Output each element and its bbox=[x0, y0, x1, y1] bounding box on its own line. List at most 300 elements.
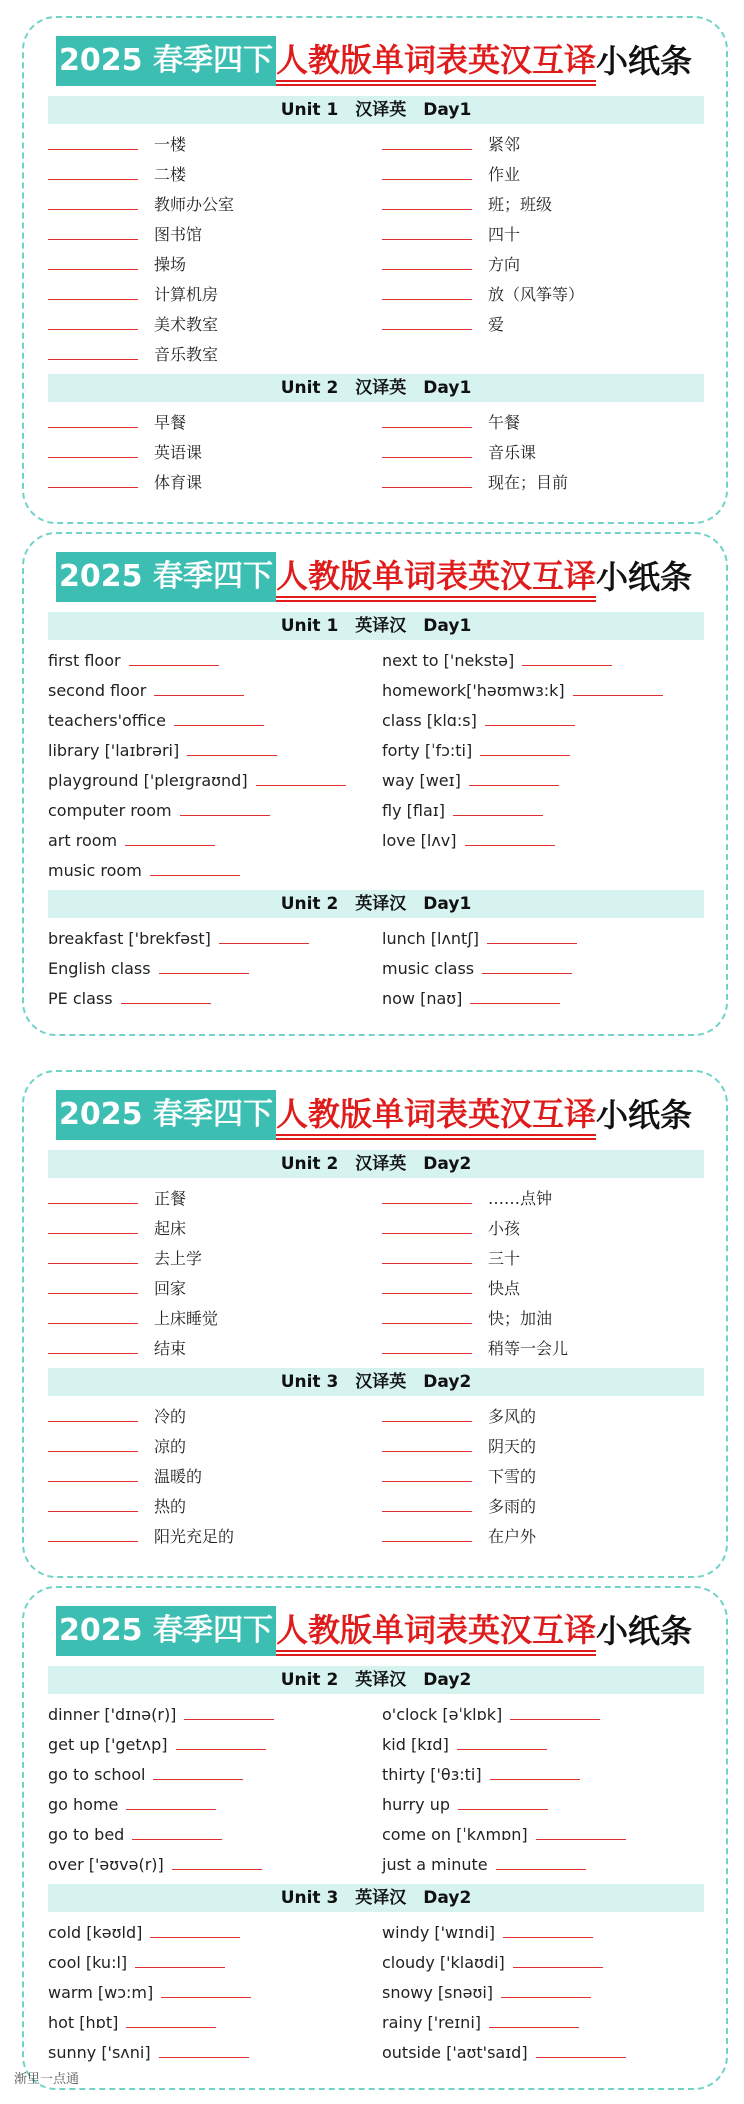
vocab-item bbox=[382, 1274, 712, 1304]
vocab-item bbox=[48, 1304, 378, 1334]
vocab-row bbox=[48, 766, 704, 796]
vocab-item bbox=[48, 924, 378, 954]
vocab-item bbox=[382, 2038, 712, 2068]
vocab-item bbox=[48, 250, 378, 280]
answer-blank[interactable] bbox=[184, 1701, 274, 1720]
vocab-row bbox=[48, 340, 704, 370]
answer-blank[interactable] bbox=[382, 1275, 472, 1294]
answer-blank[interactable] bbox=[161, 1979, 251, 1998]
vocab-word: 操场 bbox=[154, 255, 187, 274]
answer-blank[interactable] bbox=[536, 2039, 626, 2058]
vocab-word: 早餐 bbox=[154, 413, 187, 432]
vocab-row bbox=[48, 1918, 704, 1948]
card-title bbox=[56, 1090, 692, 1140]
vocab-item bbox=[382, 220, 712, 250]
answer-blank[interactable] bbox=[48, 1215, 138, 1234]
answer-blank[interactable] bbox=[382, 469, 472, 488]
answer-blank[interactable] bbox=[48, 1185, 138, 1204]
answer-blank[interactable] bbox=[382, 1215, 472, 1234]
vocab-row bbox=[48, 1274, 704, 1304]
vocab-item bbox=[48, 1918, 378, 1948]
title-part3: 小纸条 bbox=[595, 42, 692, 80]
vocab-word: 放（风筝等） bbox=[488, 285, 585, 304]
vocab-word: class [klɑ:s] bbox=[382, 711, 477, 730]
vocab-item bbox=[48, 1700, 378, 1730]
vocab-row bbox=[48, 646, 704, 676]
vocab-card bbox=[22, 16, 728, 524]
vocab-row bbox=[48, 130, 704, 160]
vocab-row bbox=[48, 1760, 704, 1790]
vocab-item bbox=[48, 1850, 378, 1880]
vocab-row bbox=[48, 856, 704, 886]
title-part2: 人教版单词表英汉互译 bbox=[276, 1610, 596, 1656]
answer-blank[interactable] bbox=[174, 707, 264, 726]
vocab-word: sunny ['sʌni] bbox=[48, 2043, 151, 2062]
vocab-row bbox=[48, 736, 704, 766]
answer-blank[interactable] bbox=[126, 2009, 216, 2028]
card-title bbox=[56, 1606, 692, 1656]
vocab-item bbox=[48, 1820, 378, 1850]
answer-blank[interactable] bbox=[382, 161, 472, 180]
answer-blank[interactable] bbox=[496, 1851, 586, 1870]
vocab-word: 快；加油 bbox=[488, 1309, 553, 1328]
answer-blank[interactable] bbox=[503, 1919, 593, 1938]
vocab-item bbox=[382, 1492, 712, 1522]
vocab-row bbox=[48, 1462, 704, 1492]
answer-blank[interactable] bbox=[48, 1433, 138, 1452]
vocab-row bbox=[48, 1700, 704, 1730]
answer-blank[interactable] bbox=[159, 955, 249, 974]
answer-blank[interactable] bbox=[453, 797, 543, 816]
answer-blank[interactable] bbox=[48, 1335, 138, 1354]
vocab-item bbox=[48, 2038, 378, 2068]
vocab-row bbox=[48, 438, 704, 468]
vocab-item bbox=[48, 1402, 378, 1432]
vocab-item bbox=[48, 676, 378, 706]
vocab-word: 方向 bbox=[488, 255, 521, 274]
vocab-word: 美术教室 bbox=[154, 315, 219, 334]
answer-blank[interactable] bbox=[382, 1305, 472, 1324]
vocab-row bbox=[48, 1402, 704, 1432]
vocab-item bbox=[382, 1948, 712, 1978]
vocab-item bbox=[48, 1274, 378, 1304]
vocab-row bbox=[48, 1432, 704, 1462]
vocab-word: 温暖的 bbox=[154, 1467, 203, 1486]
vocab-item bbox=[382, 280, 712, 310]
vocab-row bbox=[48, 220, 704, 250]
vocab-word: 作业 bbox=[488, 165, 521, 184]
answer-blank[interactable] bbox=[382, 311, 472, 330]
vocab-word: hot [hɒt] bbox=[48, 2013, 119, 2032]
vocab-row bbox=[48, 924, 704, 954]
vocab-item bbox=[382, 2008, 712, 2038]
vocab-word: cold [kəʊld] bbox=[48, 1923, 143, 1942]
section-header: Unit 1 汉译英 Day1 bbox=[48, 96, 704, 124]
vocab-row bbox=[48, 190, 704, 220]
vocab-item bbox=[382, 1850, 712, 1880]
vocab-word: cool [ku:l] bbox=[48, 1953, 128, 1972]
vocab-item bbox=[48, 796, 378, 826]
answer-blank[interactable] bbox=[159, 2039, 249, 2058]
vocab-item bbox=[48, 1790, 378, 1820]
answer-blank[interactable] bbox=[489, 2009, 579, 2028]
vocab-item bbox=[48, 1244, 378, 1274]
vocab-word: 午餐 bbox=[488, 413, 521, 432]
vocab-word: lunch [lʌntʃ] bbox=[382, 929, 479, 948]
vocab-word: first floor bbox=[48, 651, 121, 670]
vocab-word: fly [flaɪ] bbox=[382, 801, 445, 820]
vocab-word: way [weɪ] bbox=[382, 771, 461, 790]
vocab-word: 紧邻 bbox=[488, 135, 521, 154]
section-header: Unit 2 英译汉 Day2 bbox=[48, 1666, 704, 1694]
vocab-item bbox=[382, 1432, 712, 1462]
vocab-item bbox=[382, 924, 712, 954]
vocab-item bbox=[382, 1918, 712, 1948]
vocab-row bbox=[48, 1820, 704, 1850]
vocab-item bbox=[48, 1492, 378, 1522]
answer-blank[interactable] bbox=[536, 1821, 626, 1840]
vocab-item bbox=[48, 646, 378, 676]
answer-blank[interactable] bbox=[382, 1523, 472, 1542]
vocab-row bbox=[48, 2038, 704, 2068]
vocab-word: 英语课 bbox=[154, 443, 203, 462]
vocab-word: over ['əʊvə(r)] bbox=[48, 1855, 164, 1874]
answer-blank[interactable] bbox=[150, 1919, 240, 1938]
vocab-item bbox=[48, 2008, 378, 2038]
vocab-item bbox=[382, 408, 712, 438]
vocab-word: 多风的 bbox=[488, 1407, 537, 1426]
vocab-word: computer room bbox=[48, 801, 172, 820]
title-part2: 人教版单词表英汉互译 bbox=[276, 40, 596, 86]
answer-blank[interactable] bbox=[48, 1493, 138, 1512]
title-part1: 2025 春季四下 bbox=[56, 552, 276, 602]
vocab-word: o'clock [əˈklɒk] bbox=[382, 1705, 503, 1724]
vocab-row bbox=[48, 1214, 704, 1244]
vocab-word: cloudy ['klaʊdi] bbox=[382, 1953, 505, 1972]
vocab-word: breakfast ['brekfəst] bbox=[48, 929, 211, 948]
vocab-word: 教师办公室 bbox=[154, 195, 235, 214]
vocab-item bbox=[382, 160, 712, 190]
answer-blank[interactable] bbox=[153, 1761, 243, 1780]
vocab-item bbox=[382, 1402, 712, 1432]
vocab-word: now [naʊ] bbox=[382, 989, 463, 1008]
vocab-row bbox=[48, 310, 704, 340]
answer-blank[interactable] bbox=[501, 1979, 591, 1998]
answer-blank[interactable] bbox=[150, 857, 240, 876]
vocab-word: 一楼 bbox=[154, 135, 187, 154]
answer-blank[interactable] bbox=[180, 797, 270, 816]
vocab-row bbox=[48, 1850, 704, 1880]
vocab-word: library ['laɪbrəri] bbox=[48, 741, 180, 760]
answer-blank[interactable] bbox=[382, 1403, 472, 1422]
vocab-item bbox=[48, 280, 378, 310]
vocab-word: ……点钟 bbox=[488, 1189, 553, 1208]
vocab-row bbox=[48, 1184, 704, 1214]
vocab-item bbox=[48, 706, 378, 736]
vocab-item bbox=[48, 1334, 378, 1364]
answer-blank[interactable] bbox=[187, 737, 277, 756]
section-header: Unit 2 汉译英 Day1 bbox=[48, 374, 704, 402]
vocab-card bbox=[22, 1586, 728, 2090]
vocab-item bbox=[382, 796, 712, 826]
answer-blank[interactable] bbox=[172, 1851, 262, 1870]
vocab-row bbox=[48, 1492, 704, 1522]
vocab-item bbox=[48, 1184, 378, 1214]
answer-blank[interactable] bbox=[135, 1949, 225, 1968]
vocab-item bbox=[382, 1304, 712, 1334]
answer-blank[interactable] bbox=[48, 409, 138, 428]
vocab-word: kid [kɪd] bbox=[382, 1735, 449, 1754]
answer-blank[interactable] bbox=[465, 827, 555, 846]
vocab-item bbox=[48, 1522, 378, 1552]
vocab-item bbox=[48, 1432, 378, 1462]
answer-blank[interactable] bbox=[470, 985, 560, 1004]
vocab-word: 冷的 bbox=[154, 1407, 187, 1426]
answer-blank[interactable] bbox=[48, 1403, 138, 1422]
card-title bbox=[56, 36, 692, 86]
vocab-row bbox=[48, 1244, 704, 1274]
vocab-row bbox=[48, 984, 704, 1014]
vocab-item bbox=[48, 1214, 378, 1244]
vocab-item bbox=[382, 766, 712, 796]
vocab-item bbox=[382, 250, 712, 280]
vocab-word: 三十 bbox=[488, 1249, 521, 1268]
vocab-word: 图书馆 bbox=[154, 225, 203, 244]
vocab-word: art room bbox=[48, 831, 118, 850]
answer-blank[interactable] bbox=[382, 191, 472, 210]
vocab-item bbox=[48, 1978, 378, 2008]
answer-blank[interactable] bbox=[458, 1791, 548, 1810]
card-title bbox=[56, 552, 692, 602]
answer-blank[interactable] bbox=[48, 1275, 138, 1294]
vocab-row bbox=[48, 408, 704, 438]
vocab-word: second floor bbox=[48, 681, 147, 700]
vocab-item bbox=[382, 1978, 712, 2008]
vocab-word: rainy ['reɪni] bbox=[382, 2013, 482, 2032]
vocab-item bbox=[382, 954, 712, 984]
vocab-word: 计算机房 bbox=[154, 285, 219, 304]
title-part1: 2025 春季四下 bbox=[56, 36, 276, 86]
vocab-item bbox=[48, 856, 378, 886]
vocab-word: 阴天的 bbox=[488, 1437, 537, 1456]
vocab-word: 多雨的 bbox=[488, 1497, 537, 1516]
answer-blank[interactable] bbox=[48, 469, 138, 488]
vocab-word: 在户外 bbox=[488, 1527, 537, 1546]
vocab-item bbox=[48, 310, 378, 340]
vocab-word: go to school bbox=[48, 1765, 146, 1784]
vocab-item bbox=[48, 160, 378, 190]
answer-blank[interactable] bbox=[573, 677, 663, 696]
vocab-row bbox=[48, 1790, 704, 1820]
answer-blank[interactable] bbox=[457, 1731, 547, 1750]
vocab-item bbox=[382, 468, 712, 498]
vocab-word: dinner ['dɪnə(r)] bbox=[48, 1705, 177, 1724]
answer-blank[interactable] bbox=[482, 955, 572, 974]
vocab-word: English class bbox=[48, 959, 151, 978]
vocab-item bbox=[382, 676, 712, 706]
vocab-item bbox=[48, 190, 378, 220]
section-header: Unit 1 英译汉 Day1 bbox=[48, 612, 704, 640]
answer-blank[interactable] bbox=[48, 1305, 138, 1324]
answer-blank[interactable] bbox=[48, 251, 138, 270]
answer-blank[interactable] bbox=[126, 1791, 216, 1810]
vocab-word: homework['həʊmwɜ:k] bbox=[382, 681, 565, 700]
vocab-item bbox=[48, 826, 378, 856]
vocab-item bbox=[382, 984, 712, 1014]
answer-blank[interactable] bbox=[480, 737, 570, 756]
vocab-item bbox=[382, 826, 712, 856]
vocab-word: 起床 bbox=[154, 1219, 187, 1238]
vocab-word: 稍等一会儿 bbox=[488, 1339, 569, 1358]
answer-blank[interactable] bbox=[121, 985, 211, 1004]
answer-blank[interactable] bbox=[48, 281, 138, 300]
vocab-word: love [lʌv] bbox=[382, 831, 457, 850]
vocab-item bbox=[382, 1462, 712, 1492]
vocab-word: next to ['nekstə] bbox=[382, 651, 515, 670]
vocab-item bbox=[48, 984, 378, 1014]
title-part2: 人教版单词表英汉互译 bbox=[276, 556, 596, 602]
vocab-row bbox=[48, 826, 704, 856]
answer-blank[interactable] bbox=[48, 1245, 138, 1264]
vocab-row bbox=[48, 796, 704, 826]
answer-blank[interactable] bbox=[490, 1761, 580, 1780]
section-header: Unit 2 英译汉 Day1 bbox=[48, 890, 704, 918]
answer-blank[interactable] bbox=[522, 647, 612, 666]
section-header: Unit 2 汉译英 Day2 bbox=[48, 1150, 704, 1178]
vocab-item bbox=[382, 1790, 712, 1820]
answer-blank[interactable] bbox=[382, 221, 472, 240]
answer-blank[interactable] bbox=[382, 1185, 472, 1204]
vocab-word: outside ['aʊt'saɪd] bbox=[382, 2043, 528, 2062]
section-header: Unit 3 英译汉 Day2 bbox=[48, 1884, 704, 1912]
answer-blank[interactable] bbox=[382, 1335, 472, 1354]
vocab-word: 四十 bbox=[488, 225, 521, 244]
vocab-word: snowy [snəʊi] bbox=[382, 1983, 494, 2002]
answer-blank[interactable] bbox=[48, 221, 138, 240]
vocab-word: music room bbox=[48, 861, 142, 880]
answer-blank[interactable] bbox=[176, 1731, 266, 1750]
vocab-item bbox=[48, 1462, 378, 1492]
vocab-item bbox=[382, 736, 712, 766]
vocab-word: 热的 bbox=[154, 1497, 187, 1516]
watermark: 渐里一点通 bbox=[14, 2072, 80, 2087]
vocab-word: 快点 bbox=[488, 1279, 521, 1298]
answer-blank[interactable] bbox=[382, 281, 472, 300]
vocab-word: forty [ˈfɔ:ti] bbox=[382, 741, 473, 760]
vocab-row bbox=[48, 280, 704, 310]
vocab-word: 音乐课 bbox=[488, 443, 537, 462]
vocab-word: get up ['getʌp] bbox=[48, 1735, 168, 1754]
vocab-row bbox=[48, 954, 704, 984]
answer-blank[interactable] bbox=[48, 439, 138, 458]
vocab-word: 体育课 bbox=[154, 473, 203, 492]
vocab-item bbox=[382, 130, 712, 160]
answer-blank[interactable] bbox=[256, 767, 346, 786]
vocab-word: 去上学 bbox=[154, 1249, 203, 1268]
vocab-item bbox=[48, 130, 378, 160]
vocab-row bbox=[48, 1978, 704, 2008]
vocab-item bbox=[48, 1730, 378, 1760]
answer-blank[interactable] bbox=[154, 677, 244, 696]
answer-blank[interactable] bbox=[487, 925, 577, 944]
vocab-item bbox=[382, 646, 712, 676]
answer-blank[interactable] bbox=[382, 131, 472, 150]
answer-blank[interactable] bbox=[382, 1463, 472, 1482]
vocab-item bbox=[48, 1760, 378, 1790]
vocab-word: 班；班级 bbox=[488, 195, 553, 214]
vocab-item bbox=[48, 954, 378, 984]
vocab-word: teachers'office bbox=[48, 711, 166, 730]
vocab-word: go to bed bbox=[48, 1825, 125, 1844]
vocab-item bbox=[382, 1820, 712, 1850]
answer-blank[interactable] bbox=[48, 191, 138, 210]
answer-blank[interactable] bbox=[132, 1821, 222, 1840]
answer-blank[interactable] bbox=[382, 409, 472, 428]
answer-blank[interactable] bbox=[469, 767, 559, 786]
answer-blank[interactable] bbox=[48, 1463, 138, 1482]
vocab-item bbox=[48, 340, 378, 370]
vocab-word: 小孩 bbox=[488, 1219, 521, 1238]
vocab-row bbox=[48, 2008, 704, 2038]
answer-blank[interactable] bbox=[382, 1433, 472, 1452]
vocab-word: 阳光充足的 bbox=[154, 1527, 235, 1546]
answer-blank[interactable] bbox=[513, 1949, 603, 1968]
vocab-card bbox=[22, 532, 728, 1036]
answer-blank[interactable] bbox=[129, 647, 219, 666]
answer-blank[interactable] bbox=[48, 341, 138, 360]
title-part3: 小纸条 bbox=[595, 1612, 692, 1650]
answer-blank[interactable] bbox=[382, 1245, 472, 1264]
vocab-item bbox=[382, 190, 712, 220]
vocab-word: 音乐教室 bbox=[154, 345, 219, 364]
answer-blank[interactable] bbox=[48, 1523, 138, 1542]
answer-blank[interactable] bbox=[48, 311, 138, 330]
vocab-item bbox=[382, 1700, 712, 1730]
vocab-word: hurry up bbox=[382, 1795, 451, 1814]
vocab-word: 现在；目前 bbox=[488, 473, 569, 492]
vocab-item bbox=[48, 766, 378, 796]
vocab-word: music class bbox=[382, 959, 475, 978]
vocab-row bbox=[48, 250, 704, 280]
answer-blank[interactable] bbox=[510, 1701, 600, 1720]
answer-blank[interactable] bbox=[219, 925, 309, 944]
vocab-word: playground ['pleɪgraʊnd] bbox=[48, 771, 248, 790]
vocab-word: 回家 bbox=[154, 1279, 187, 1298]
title-part3: 小纸条 bbox=[595, 558, 692, 596]
answer-blank[interactable] bbox=[125, 827, 215, 846]
vocab-word: come on [ˈkʌmɒn] bbox=[382, 1825, 528, 1844]
vocab-word: thirty ['θɜ:ti] bbox=[382, 1765, 482, 1784]
title-part3: 小纸条 bbox=[595, 1096, 692, 1134]
vocab-item bbox=[48, 220, 378, 250]
vocab-item bbox=[48, 438, 378, 468]
vocab-row bbox=[48, 706, 704, 736]
answer-blank[interactable] bbox=[48, 131, 138, 150]
vocab-row bbox=[48, 676, 704, 706]
vocab-card bbox=[22, 1070, 728, 1578]
vocab-item bbox=[382, 1522, 712, 1552]
title-part1: 2025 春季四下 bbox=[56, 1090, 276, 1140]
vocab-item bbox=[382, 1760, 712, 1790]
vocab-word: go home bbox=[48, 1795, 119, 1814]
answer-blank[interactable] bbox=[485, 707, 575, 726]
answer-blank[interactable] bbox=[48, 161, 138, 180]
title-part2: 人教版单词表英汉互译 bbox=[276, 1094, 596, 1140]
answer-blank[interactable] bbox=[382, 439, 472, 458]
answer-blank[interactable] bbox=[382, 1493, 472, 1512]
answer-blank[interactable] bbox=[382, 251, 472, 270]
title-part1: 2025 春季四下 bbox=[56, 1606, 276, 1656]
